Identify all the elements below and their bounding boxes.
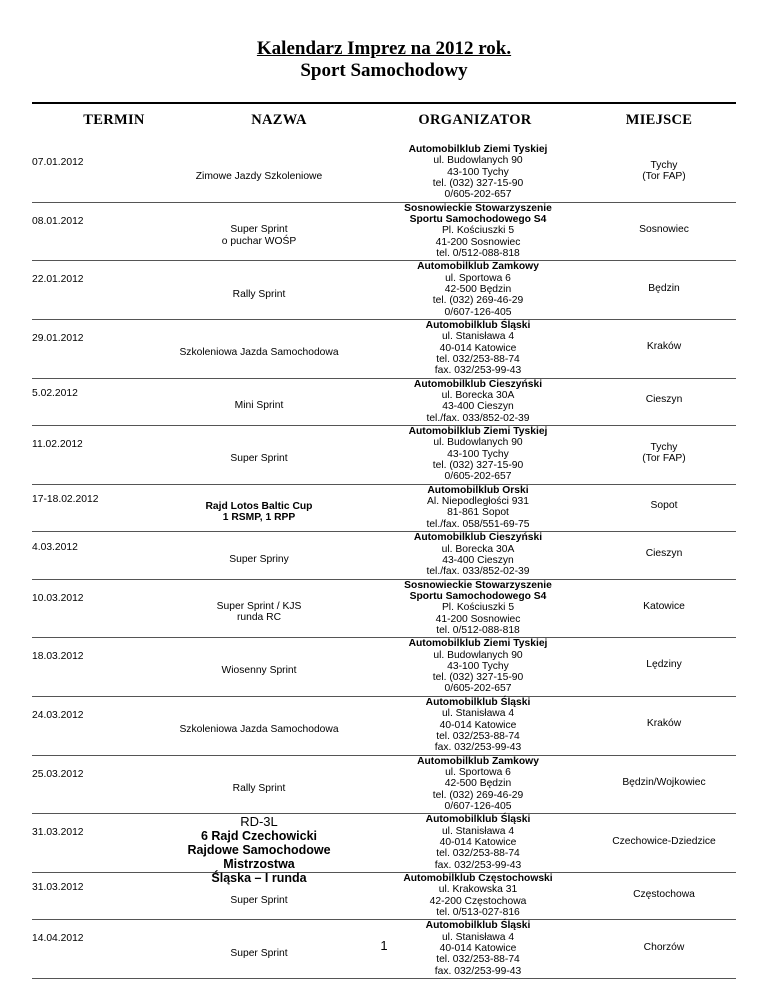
organizer — [372, 203, 584, 259]
organizer-detail: 41-200 Sosnowiec — [435, 613, 521, 625]
event-date: 11.02.2012 — [32, 439, 83, 451]
event-name-line: Rajd Lotos Baltic Cup — [205, 500, 313, 512]
table-row — [32, 638, 736, 697]
event-name — [154, 501, 364, 524]
event-name-line: 1 RSMP, 1 RPP — [222, 512, 296, 524]
event-place-line: Będzin — [648, 282, 680, 294]
event-date: 25.03.2012 — [32, 768, 84, 780]
event-name — [154, 601, 364, 624]
organizer-name: Automobilklub Częstochowski — [403, 873, 553, 885]
event-name-line: Wiosenny Sprint — [221, 665, 297, 677]
event-date: 18.03.2012 — [32, 651, 84, 663]
event-name — [154, 724, 364, 735]
event-place-line: Kraków — [646, 341, 682, 353]
event-name-line: RD-3L — [240, 814, 278, 830]
column-header-termin: TERMIN — [83, 112, 145, 128]
organizer-detail: ul. Stanisława 4 — [441, 825, 515, 837]
organizer-name: Automobilklub Ziemi Tyskiej — [408, 144, 548, 155]
event-name-line: Super Spriny — [229, 553, 289, 565]
organizer-detail: ul. Borecka 30A — [441, 543, 515, 555]
organizer-detail: tel. 032/253-88-74 — [436, 353, 520, 365]
event-place — [592, 341, 736, 352]
organizer — [372, 638, 584, 694]
organizer-detail: ul. Stanisława 4 — [441, 331, 515, 343]
organizer-name: Automobilklub Orski — [427, 484, 529, 496]
event-place-line: Sosnowiec — [639, 223, 689, 235]
event-date: 10.03.2012 — [32, 592, 84, 604]
event-name-line: Super Sprint — [230, 453, 288, 465]
event-place-line: Cieszyn — [645, 547, 683, 559]
event-place — [592, 601, 736, 612]
organizer-detail: ul. Sportowa 6 — [445, 272, 511, 284]
event-date: 22.01.2012 — [32, 274, 84, 286]
event-name-line: Super Sprint — [230, 947, 288, 959]
event-place — [592, 283, 736, 294]
organizer-detail: tel. 032/253-88-74 — [436, 954, 520, 966]
column-header-organizator: ORGANIZATOR — [418, 112, 532, 128]
organizer-detail: tel. (032) 327-15-90 — [432, 177, 524, 189]
organizer-name: Automobilklub Śląski — [425, 696, 531, 708]
organizer-detail: 40-014 Katowice — [439, 342, 517, 354]
table-row — [32, 756, 736, 815]
event-place — [592, 500, 736, 511]
table-row — [32, 580, 736, 639]
event-place-line: Tychy — [650, 159, 678, 171]
organizer-name: Sosnowieckie Stowarzyszenie — [404, 202, 552, 214]
organizer — [372, 144, 584, 200]
organizer — [372, 485, 584, 530]
organizer — [372, 261, 584, 317]
event-date: 31.03.2012 — [32, 882, 84, 894]
organizer-detail: 42-500 Będzin — [444, 778, 512, 790]
event-place — [592, 836, 736, 847]
event-name — [154, 783, 364, 794]
event-place — [592, 394, 736, 405]
event-name — [154, 400, 364, 411]
table-row — [32, 426, 736, 485]
organizer-detail: 43-400 Cieszyn — [442, 554, 514, 566]
organizer-detail: ul. Borecka 30A — [441, 390, 515, 402]
table-row — [32, 873, 736, 920]
event-name-line: Zimowe Jazdy Szkoleniowe — [195, 171, 323, 183]
organizer — [372, 814, 584, 870]
event-place — [592, 548, 736, 559]
organizer-detail: tel. (032) 269-46-29 — [432, 295, 524, 307]
table-row — [32, 379, 736, 426]
event-place-line: Cieszyn — [645, 394, 683, 406]
organizer-detail: tel. 032/253-88-74 — [436, 848, 520, 860]
event-date: 31.03.2012 — [32, 827, 84, 839]
event-name-line: Rajdowe Samochodowe Mistrzostwa — [187, 843, 331, 872]
organizer-detail: 0/605-202-657 — [444, 189, 512, 201]
event-place — [592, 718, 736, 729]
organizer — [372, 580, 584, 636]
organizer-detail: tel./fax. 058/551-69-75 — [426, 518, 530, 530]
event-place-line: Będzin/Wojkowiec — [622, 776, 706, 788]
event-date: 24.03.2012 — [32, 710, 84, 722]
organizer-detail: tel. 0/512-088-818 — [436, 624, 520, 636]
event-place-line: Tychy — [650, 441, 678, 453]
organizer-detail: 43-100 Tychy — [447, 660, 509, 672]
organizer-detail: 0/605-202-657 — [444, 471, 512, 483]
organizer-detail: 42-200 Częstochowa — [429, 895, 527, 907]
table-row — [32, 532, 736, 579]
organizer-detail: Al. Niepodległości 931 — [427, 496, 529, 508]
event-name-line: Szkoleniowa Jazda Samochodowa — [179, 347, 339, 359]
event-name-line: runda RC — [236, 612, 282, 624]
table-row — [32, 203, 736, 262]
event-place-line: Kraków — [646, 718, 682, 730]
organizer-detail: tel. 0/512-088-818 — [436, 247, 520, 259]
table-row — [32, 261, 736, 320]
organizer-detail: ul. Stanisława 4 — [441, 708, 515, 720]
table-row — [32, 144, 736, 203]
table-row — [32, 320, 736, 379]
organizer-detail: 0/607-126-405 — [444, 800, 512, 812]
event-date: 5.02.2012 — [32, 388, 78, 400]
organizer-name: Automobilklub Ziemi Tyskiej — [408, 426, 548, 438]
organizer-detail: 41-200 Sosnowiec — [435, 236, 521, 248]
event-place-line: Sopot — [650, 500, 678, 512]
organizer-detail: ul. Budowlanych 90 — [433, 437, 523, 449]
organizer-detail: tel. (032) 327-15-90 — [432, 460, 524, 472]
event-date: 4.03.2012 — [32, 541, 78, 553]
organizer-detail: tel./fax. 033/852-02-39 — [426, 412, 530, 424]
organizer-detail: Pl. Kościuszki 5 — [441, 225, 515, 237]
event-date: 08.01.2012 — [32, 215, 84, 227]
organizer — [372, 320, 584, 376]
event-name-line: Rally Sprint — [232, 288, 286, 300]
organizer-detail: 40-014 Katowice — [439, 836, 517, 848]
event-date: 29.01.2012 — [32, 333, 84, 345]
organizer-detail: 40-014 Katowice — [439, 719, 517, 731]
event-date: 17-18.02.2012 — [32, 494, 99, 506]
organizer — [372, 426, 584, 482]
event-date: 07.01.2012 — [32, 157, 84, 169]
organizer-detail: tel. (032) 327-15-90 — [432, 672, 524, 684]
organizer-detail: ul. Sportowa 6 — [445, 766, 511, 778]
organizer-name: Sosnowieckie Stowarzyszenie — [404, 579, 552, 591]
event-place-line: Częstochowa — [633, 888, 695, 900]
header-rule — [32, 102, 736, 104]
event-name-line: Super Sprint / KJS — [216, 601, 302, 613]
organizer-detail: 81-861 Sopot — [447, 507, 509, 519]
organizer-detail: ul. Budowlanych 90 — [433, 155, 523, 167]
organizer-detail: fax. 032/253-99-43 — [434, 859, 522, 871]
event-name-line: Szkoleniowa Jazda Samochodowa — [179, 724, 339, 736]
event-place — [592, 224, 736, 235]
organizer-detail: 0/607-126-405 — [444, 306, 512, 318]
event-place-line: Lędziny — [646, 659, 682, 671]
event-name — [154, 554, 364, 565]
organizer-detail: tel./fax. 033/852-02-39 — [426, 566, 530, 578]
document-subtitle: Sport Samochodowy — [300, 60, 468, 81]
event-place — [592, 889, 736, 900]
organizer — [372, 756, 584, 812]
event-name — [154, 347, 364, 358]
organizer-name: Sportu Samochodowego S4 — [409, 213, 547, 225]
table-row — [32, 697, 736, 756]
organizer-detail: ul. Budowlanych 90 — [433, 649, 523, 661]
event-place — [592, 777, 736, 788]
event-name — [154, 171, 364, 182]
organizer-detail: 0/605-202-657 — [444, 683, 512, 695]
organizer-detail: ul. Stanisława 4 — [441, 931, 515, 943]
organizer — [372, 379, 584, 424]
event-place — [592, 160, 736, 183]
organizer-detail: 43-400 Cieszyn — [442, 401, 514, 413]
organizer-name: Automobilklub Cieszyński — [413, 532, 543, 544]
event-name — [154, 453, 364, 464]
organizer-name: Automobilklub Ziemi Tyskiej — [408, 638, 548, 650]
organizer-detail: fax. 032/253-99-43 — [434, 742, 522, 754]
organizer-name: Sportu Samochodowego S4 — [409, 590, 547, 602]
organizer-name: Automobilklub Zamkowy — [417, 755, 539, 767]
organizer-detail: Pl. Kościuszki 5 — [441, 602, 515, 614]
event-place-line: Czechowice-Dziedzice — [612, 835, 716, 847]
event-name-line: Super Sprint — [230, 224, 288, 236]
events-table — [32, 144, 736, 979]
organizer-detail: ul. Krakowska 31 — [438, 884, 518, 896]
organizer-name: Automobilklub Cieszyński — [413, 378, 543, 390]
event-name — [154, 224, 364, 247]
document-title: Kalendarz Imprez na 2012 rok. — [256, 38, 512, 59]
organizer-name: Automobilklub Śląski — [425, 320, 531, 332]
organizer-detail: fax. 032/253-99-43 — [434, 965, 522, 977]
event-name — [154, 289, 364, 300]
event-place — [592, 659, 736, 670]
organizer-detail: 40-014 Katowice — [439, 943, 517, 955]
organizer-detail: tel. 0/513-027-816 — [436, 906, 520, 918]
organizer-name: Automobilklub Zamkowy — [417, 261, 539, 273]
event-place-line: Katowice — [643, 600, 685, 612]
organizer — [372, 873, 584, 918]
column-header-miejsce: MIEJSCE — [625, 112, 693, 128]
event-name-line: 6 Rajd Czechowicki — [200, 829, 317, 844]
event-place-line: (Tor FAP) — [642, 452, 686, 464]
event-place-line: Chorzów — [643, 941, 685, 953]
organizer — [372, 697, 584, 753]
event-name-line: Mini Sprint — [234, 400, 284, 412]
column-header-nazwa: NAZWA — [251, 112, 307, 128]
event-name — [154, 895, 364, 906]
event-name-line: Śląska – I runda — [211, 871, 307, 886]
event-date: 14.04.2012 — [32, 933, 84, 945]
event-name-line: Super Sprint — [230, 894, 288, 906]
event-name-line: o puchar WOŚP — [221, 235, 297, 247]
organizer-detail: 43-100 Tychy — [447, 448, 509, 460]
event-name — [154, 665, 364, 676]
organizer-detail: fax. 032/253-99-43 — [434, 365, 522, 377]
organizer-name: Automobilklub Śląski — [425, 920, 531, 932]
event-place — [592, 442, 736, 465]
organizer-detail: tel. (032) 269-46-29 — [432, 789, 524, 801]
event-place-line: (Tor FAP) — [642, 170, 686, 182]
organizer-detail: tel. 032/253-88-74 — [436, 730, 520, 742]
organizer-detail: 43-100 Tychy — [447, 166, 509, 178]
organizer-detail: 42-500 Będzin — [444, 283, 512, 295]
event-name-line: Rally Sprint — [232, 782, 286, 794]
page-number: 1 — [380, 938, 388, 953]
organizer-name: Automobilklub Śląski — [425, 814, 531, 826]
organizer — [372, 532, 584, 577]
table-row — [32, 485, 736, 532]
